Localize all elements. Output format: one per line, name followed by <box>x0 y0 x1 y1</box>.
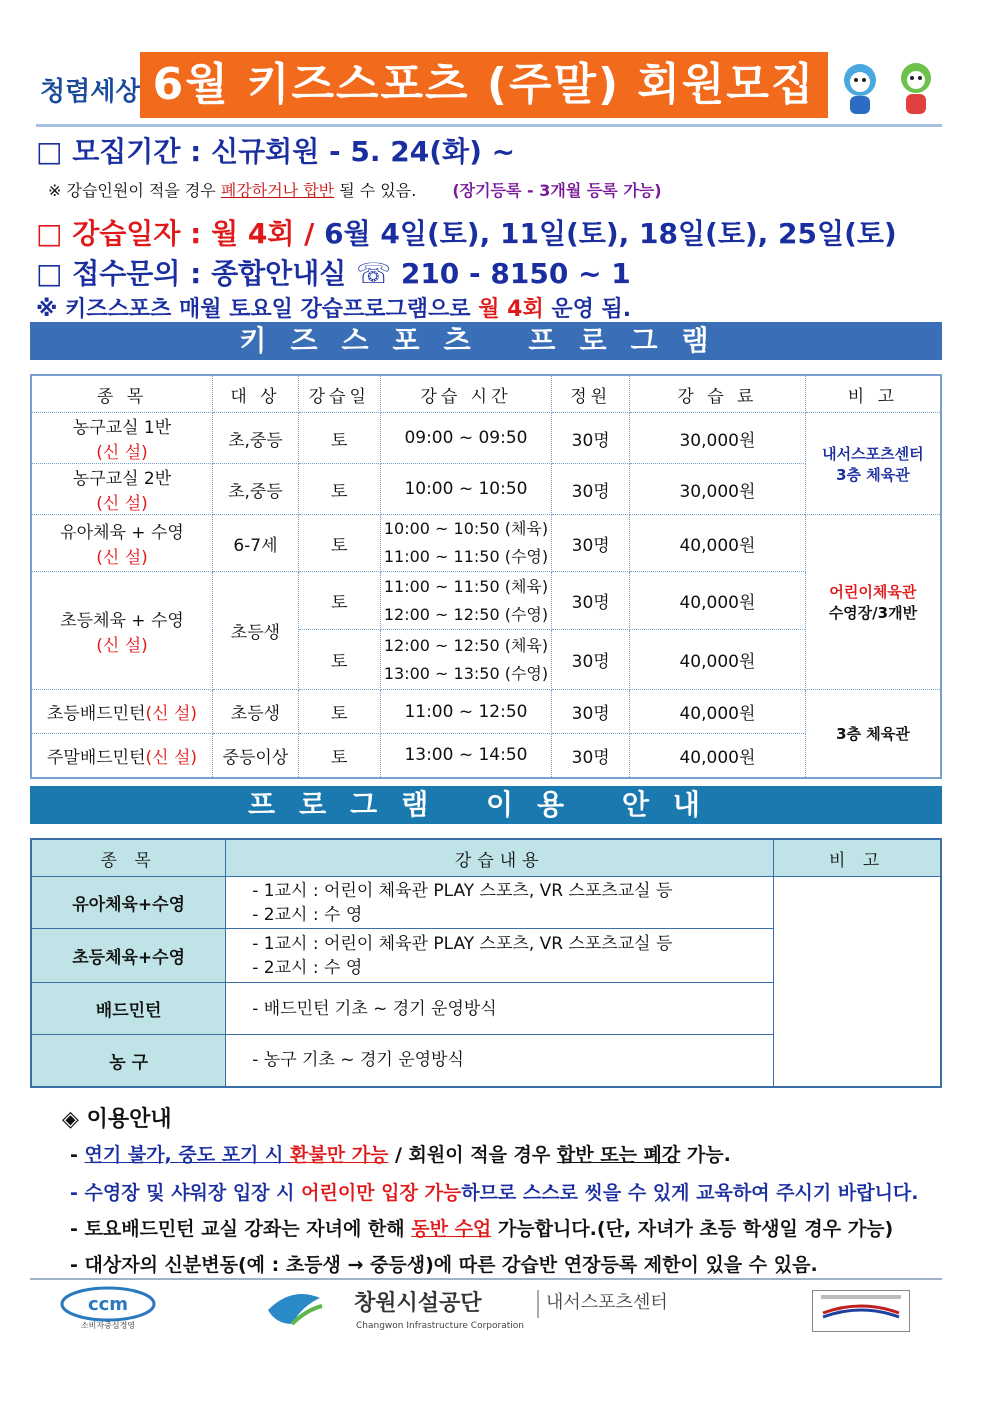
program-band: 키즈스포츠 프로그램 <box>30 322 942 360</box>
usage-title: ◈ 이용안내 <box>62 1107 172 1132</box>
ccm-sub: 소비자중심경영 <box>80 1321 136 1330</box>
col-header: 비 고 <box>805 375 941 413</box>
target: 초,중등 <box>213 464 299 515</box>
contact-info: □ 접수문의 : 종합안내실 ☏ 210 - 8150 ~ 1 <box>36 257 631 290</box>
time: 13:00 ~ 14:50 <box>380 734 552 778</box>
col-header: 비 고 <box>774 839 941 877</box>
day: 토 <box>298 413 380 464</box>
certification-seal-icon <box>812 1290 910 1332</box>
table-header <box>31 375 941 413</box>
program-name: 주말배드민턴(신 설) <box>31 734 213 778</box>
note: 3층 체육관 <box>805 690 941 778</box>
target: 초등생 <box>213 690 299 734</box>
program-name: 초등체육 + 수영 (신 설) <box>31 572 213 690</box>
content: - 1교시 : 어린이 체육관 PLAY 스포츠, VR 스포츠교실 등 - 2교시 : 수 영 <box>226 877 774 929</box>
category: 초등체육+수영 <box>31 929 226 983</box>
time: 10:00 ~ 10:50 <box>380 464 552 515</box>
fee: 40,000원 <box>630 630 806 690</box>
note: 어린이체육관 수영장/3개반 <box>805 515 941 690</box>
weekly-text: ※ 키즈스포츠 매월 토요일 강습프로그램으로 <box>36 297 479 322</box>
table-row <box>31 572 941 630</box>
capacity: 30명 <box>552 464 630 515</box>
day: 토 <box>298 572 380 630</box>
fee: 40,000원 <box>630 690 806 734</box>
guide-table <box>30 838 942 1088</box>
changwon-logo <box>262 1284 702 1334</box>
fee: 40,000원 <box>630 734 806 778</box>
usage-item: - 대상자의 신분변동(예 : 초등생 → 중등생)에 따른 강습반 연장등록 제한이 있을 수 있음. <box>70 1254 818 1276</box>
program-name: 유아체육 + 수영 (신 설) <box>31 515 213 572</box>
dates-label: □ 강습일자 : 월 4회 / <box>36 217 325 250</box>
weekly-note <box>36 292 631 323</box>
fee: 30,000원 <box>630 413 806 464</box>
class-dates <box>36 212 897 252</box>
time: 09:00 ~ 09:50 <box>380 413 552 464</box>
col-header: 강습 시간 <box>380 375 552 413</box>
content: - 1교시 : 어린이 체육관 PLAY 스포츠, VR 스포츠교실 등 - 2교시 : 수 영 <box>226 929 774 983</box>
ccm-text: ccm <box>87 1294 129 1315</box>
category: 배드민턴 <box>31 983 226 1035</box>
table-row <box>31 877 941 929</box>
fee: 30,000원 <box>630 464 806 515</box>
table-row <box>31 734 941 778</box>
col-header: 강습일 <box>298 375 380 413</box>
capacity: 30명 <box>552 734 630 778</box>
content: - 배드민턴 기초 ~ 경기 운영방식 <box>226 983 774 1035</box>
col-header: 종 목 <box>31 375 213 413</box>
note-text: ※ 강습인원이 적을 경우 <box>48 181 221 200</box>
usage-item: - 수영장 및 샤워장 입장 시 어린이만 입장 가능하므로 스스로 씻을 수 있게 교육하여 주시기 바랍니다. <box>70 1182 919 1204</box>
org-name: 창원시설공단 <box>354 1291 482 1316</box>
weekly-text: 운영 됨. <box>543 297 632 322</box>
dates-value: 6월 4일(토), 11일(토), 18일(토), 25일(토) <box>324 217 897 250</box>
note: 내서스포츠센터 3층 체육관 <box>805 413 941 515</box>
page-title: 6월 키즈스포츠 (주말) 회원모집 <box>140 52 828 118</box>
long-term-note: (장기등록 - 3개월 등록 가능) <box>452 181 662 200</box>
ccm-logo <box>56 1286 160 1330</box>
note <box>774 877 941 1087</box>
capacity: 30명 <box>552 690 630 734</box>
target: 중등이상 <box>213 734 299 778</box>
col-header: 정원 <box>552 375 630 413</box>
class-note <box>48 178 662 201</box>
capacity: 30명 <box>552 515 630 572</box>
mascot-icon <box>836 56 946 120</box>
col-header: 강습내용 <box>226 839 774 877</box>
target: 초등생 <box>213 572 299 690</box>
capacity: 30명 <box>552 572 630 630</box>
category: 농 구 <box>31 1035 226 1087</box>
col-header: 대 상 <box>213 375 299 413</box>
program-name: 초등배드민턴(신 설) <box>31 690 213 734</box>
day: 토 <box>298 734 380 778</box>
clean-world-logo: 청렴세상 <box>40 77 141 107</box>
col-header: 강 습 료 <box>630 375 806 413</box>
day: 토 <box>298 690 380 734</box>
category: 유아체육+수영 <box>31 877 226 929</box>
program-name: 농구교실 1반 (신 설) <box>31 413 213 464</box>
note-highlight: 폐강하거나 합반 <box>220 181 335 200</box>
target: 초,중등 <box>213 413 299 464</box>
recruit-period: □ 모집기간 : 신규회원 - 5. 24(화) ~ <box>36 135 516 168</box>
program-name: 농구교실 2반 (신 설) <box>31 464 213 515</box>
day: 토 <box>298 630 380 690</box>
usage-item: - 연기 불가, 중도 포기 시 환불만 가능 / 회원이 적을 경우 합반 또는 폐강 가능. <box>70 1144 731 1166</box>
fee: 40,000원 <box>630 572 806 630</box>
program-table <box>30 374 942 779</box>
table-row <box>31 413 941 464</box>
target: 6-7세 <box>213 515 299 572</box>
time: 11:00 ~ 12:50 <box>380 690 552 734</box>
time: 10:00 ~ 10:50 (체육) 11:00 ~ 11:50 (수영) <box>380 515 552 572</box>
fee: 40,000원 <box>630 515 806 572</box>
note-text: 될 수 있음. <box>334 181 417 200</box>
usage-item: - 토요배드민턴 교실 강좌는 자녀에 한해 동반 수업 가능합니다.(단, 자녀가 초등 학생일 경우 가능) <box>70 1218 894 1240</box>
divider <box>30 1278 942 1280</box>
table-row <box>31 464 941 515</box>
day: 토 <box>298 464 380 515</box>
table-row <box>31 690 941 734</box>
time: 12:00 ~ 12:50 (체육) 13:00 ~ 13:50 (수영) <box>380 630 552 690</box>
center-name: 내서스포츠센터 <box>546 1292 668 1313</box>
day: 토 <box>298 515 380 572</box>
time: 11:00 ~ 11:50 (체육) 12:00 ~ 12:50 (수영) <box>380 572 552 630</box>
content: - 농구 기초 ~ 경기 운영방식 <box>226 1035 774 1087</box>
capacity: 30명 <box>552 630 630 690</box>
capacity: 30명 <box>552 413 630 464</box>
weekly-highlight: 월 4회 <box>478 297 544 322</box>
org-name-en: Changwon Infrastructure Corporation <box>356 1321 524 1331</box>
divider <box>36 124 942 127</box>
table-row <box>31 515 941 572</box>
guide-band: 프로그램 이용 안내 <box>30 786 942 824</box>
table-header <box>31 839 941 877</box>
col-header: 종 목 <box>31 839 226 877</box>
